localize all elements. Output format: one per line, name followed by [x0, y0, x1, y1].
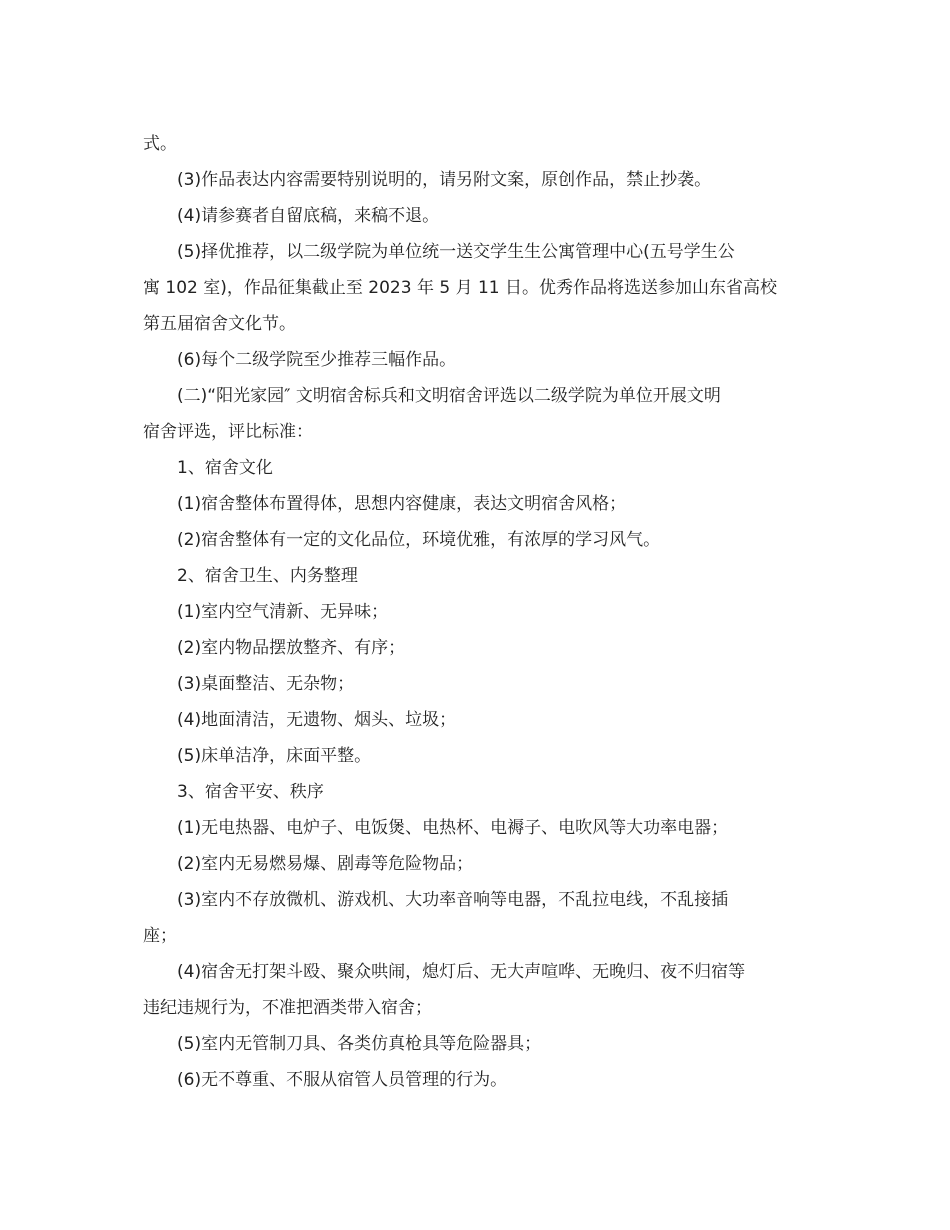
- text-line: (1)宿舍整体布置得体，思想内容健康，表达文明宿舍风格；: [177, 494, 627, 514]
- text-line: (3)作品表达内容需要特别说明的，请另附文案，原创作品，禁止抄袭。: [177, 170, 712, 190]
- text-line: (6)无不尊重、不服从宿管人员管理的行为。: [177, 1070, 508, 1090]
- document-body: [143, 126, 811, 1098]
- text-line: (5)床单洁净，床面平整。: [177, 746, 372, 766]
- text-line: 座；: [143, 926, 177, 946]
- section-heading: 1、宿舍文化: [177, 458, 273, 478]
- text-line: (2)室内物品摆放整齐、有序；: [177, 638, 406, 658]
- text-line: (6)每个二级学院至少推荐三幅作品。: [177, 350, 457, 370]
- text-line: (5)择优推荐，以二级学院为单位统一送交学生生公寓管理中心(五号学生公: [177, 242, 735, 262]
- text-line: (4)宿舍无打架斗殴、聚众哄闹，熄灯后、无大声喧哗、无晚归、夜不归宿等: [177, 962, 746, 982]
- text-line: (3)室内不存放微机、游戏机、大功率音响等电器，不乱拉电线，不乱接插: [177, 890, 729, 910]
- text-line: (1)室内空气清新、无异味；: [177, 602, 389, 622]
- text-line: (3)桌面整洁、无杂物；: [177, 674, 355, 694]
- text-line: 宿舍评选，评比标准：: [143, 422, 313, 442]
- text-line: (2)宿舍整体有一定的文化品位，环境优雅，有浓厚的学习风气。: [177, 530, 661, 550]
- text-line: 寓 102 室)，作品征集截止至 2023 年 5 月 11 日。优秀作品将选送参加山东省高校: [143, 278, 778, 298]
- text-line: (2)室内无易燃易爆、剧毒等危险物品；: [177, 854, 474, 874]
- text-line: 式。: [143, 134, 177, 154]
- text-line: (4)地面清洁，无遗物、烟头、垃圾；: [177, 710, 457, 730]
- text-line: 违纪违规行为，不准把酒类带入宿舍；: [143, 998, 432, 1018]
- text-line: (5)室内无管制刀具、各类仿真枪具等危险器具；: [177, 1034, 542, 1054]
- text-line: 第五届宿舍文化节。: [143, 314, 296, 334]
- section-heading: 2、宿舍卫生、内务整理: [177, 566, 358, 586]
- text-line: (1)无电热器、电炉子、电饭煲、电热杯、电褥子、电吹风等大功率电器；: [177, 818, 729, 838]
- text-line: (二)“阳光家园″ 文明宿舍标兵和文明宿舍评选以二级学院为单位开展文明: [177, 386, 721, 406]
- text-line: (4)请参赛者自留底稿，来稿不退。: [177, 206, 440, 226]
- section-heading: 3、宿舍平安、秩序: [177, 782, 324, 802]
